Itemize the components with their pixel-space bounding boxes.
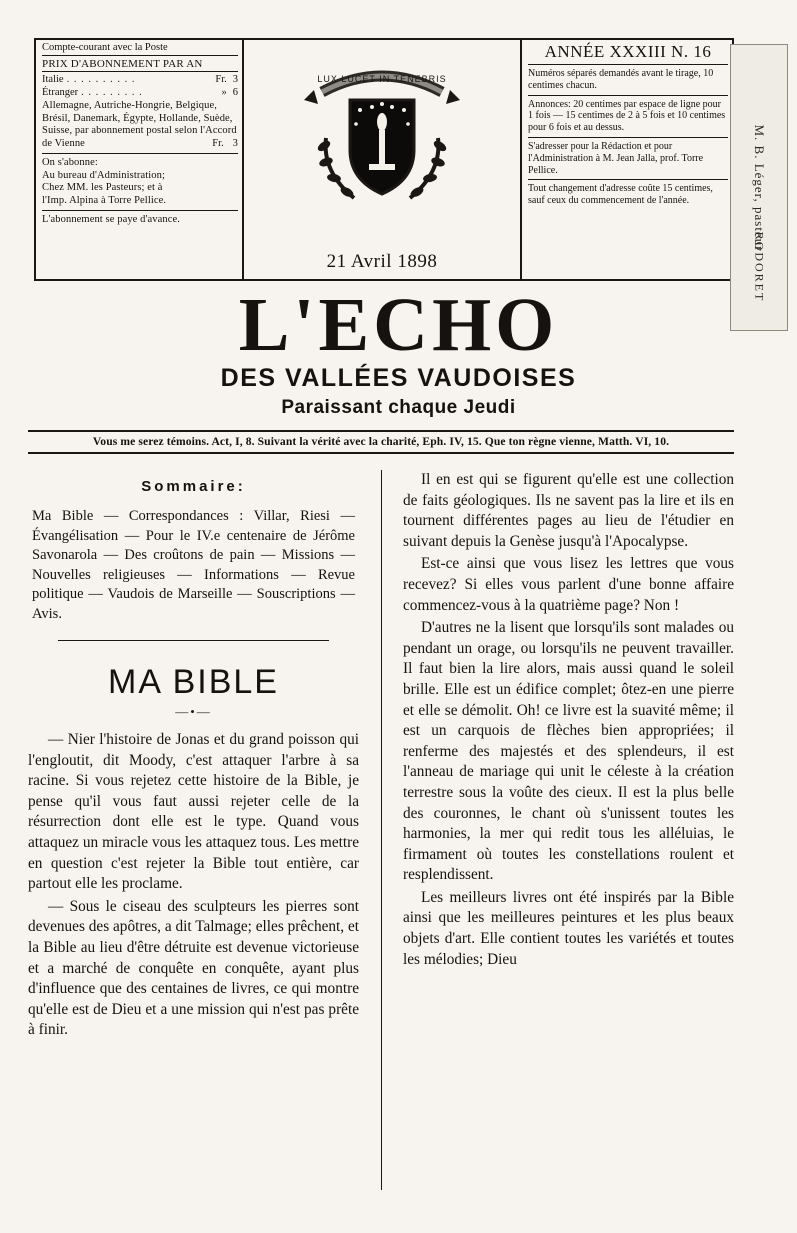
issue-number: ANNÉE XXXIII N. 16 [528, 42, 728, 65]
column-right [389, 470, 734, 1190]
body-columns [28, 470, 734, 1190]
scripture-banner: Vous me serez témoins. Act, I, 8. Suivant la vérité avec la charité, Eph. IV, 15. Que ton règne vienne, Matth. VI, 10. [28, 430, 734, 454]
price-row-italy-label: Italie [42, 74, 64, 85]
article-paragraph: Il en est qui se figurent qu'elle est une collection de faits géologiques. Ils ne savent pas la lire et ils en tournent différentes pages au lieu de l'étudier en suivant depuis la Genèse jusqu'à l'Apocalypse. [403, 471, 734, 550]
masthead-subscription-box [36, 40, 244, 279]
masthead [34, 38, 734, 281]
waldensian-emblem [292, 46, 472, 222]
notice-editorial-address: S'adresser pour la Rédaction et pour l'Administration à M. Jean Jalla, prof. Torre Pellice. [528, 138, 728, 180]
divider-rule [42, 153, 238, 154]
notice-separate-issues: Numéros séparés demandés avant le tirage, 10 centimes chacun. [528, 65, 728, 96]
subscribe-line-1: Au bureau d'Administration; [42, 169, 165, 181]
price-row-foreign-leader: . . . . . . . . . [81, 86, 143, 98]
article-paragraph: Les meilleurs livres ont été inspirés par la Bible ainsi que les meilleures peintures et les plus beaux objets d'art. Elle contient toutes les variétés et toutes les mélodies; Dieu [403, 888, 734, 968]
newspaper-title: L'ECHO [238, 283, 559, 367]
column-divider [373, 470, 389, 1190]
article-paragraph: — Sous le ciseau des sculpteurs les pierres sont devenues des apôtres, a dit Talmage; elles prêchent, et la Bible au lieu d'être détruite est devenue victorieuse et a marché de conquête en conquête, ayant plus d'influence que des centaines de livres, ce qui montre qu'elle est de Dieu et a une mission qui n'est pas prête à finir. [28, 897, 359, 1039]
foreign-countries-text: Allemagne, Autriche-Hongrie, Belgique, Brésil, Danemark, Égypte, Hollande, Suède, Suisse, par abonnement postal selon l'Accord de Vienne [42, 100, 237, 149]
notice-address-change: Tout changement d'adresse coûte 15 centimes, sauf ceux du commencement de l'année. [528, 183, 713, 207]
price-row-foreign-currency: » [221, 86, 227, 98]
ornament-divider-icon: —•— [175, 704, 212, 719]
foreign-value: 3 [232, 137, 238, 149]
price-row-foreign-value: 6 [232, 86, 238, 98]
issue-date: 21 Avril 1898 [326, 251, 438, 272]
article-title: MA BIBLE [108, 663, 279, 701]
price-row-italy-value: 3 [232, 74, 238, 85]
divider-rule-2 [42, 210, 238, 211]
price-row-italy-leader: . . . . . . . . . . [66, 74, 136, 85]
article-paragraph: Est-ce ainsi que vous lisez les lettres que vous recevez? Si elles vous parlent d'une bonne affaire commencez-vous à la quatrième page? Non ! [403, 555, 734, 614]
postal-account-note: Compte-courant avec la Poste [42, 42, 238, 56]
summary-heading: Sommaire: [141, 478, 246, 495]
subscribe-header: On s'abonne: [42, 157, 98, 169]
prepayment-note: L'abonnement se paye d'avance. [42, 214, 180, 226]
article-paragraph: — Nier l'histoire de Jonas et du grand poisson qui l'engloutit, dit Moody, c'est attaquer l'arbre à sa racine. Si vous rejetez cette histoire de la Bible, je pense qu'il vous faut aussi rejeter celle de la résurrection dont elle est le type. Quand vous attaquez un miracle vous les attaquez tous. Les mettre en question c'est rejeter la Bible tout entière, car partout elle les proclame. [28, 731, 359, 893]
summary-text: Ma Bible — Correspondances : Villar, Riesi — Évangélisation — Pour le IV.e centenaire de Jérôme Savonarola — Des croûtons de pain — Missions — Nouvelles religieuses — Informations — Revue politique — Vaudois de Marseille — Souscriptions — Avis. [32, 508, 355, 622]
subscribe-line-3: l'Imp. Alpina à Torre Pellice. [42, 194, 167, 206]
masthead-emblem-area [244, 40, 520, 279]
foreign-countries-note [42, 100, 238, 150]
newspaper-subtitle: DES VALLÉES VAUDOISES [220, 364, 577, 392]
notice-advertising-rates: Annonces: 20 centimes par espace de ligne pour 1 fois — 15 centimes de 2 à 5 fois et 10 centimes pour 6 fois et au dessus. [528, 96, 728, 138]
price-row-foreign-label: Étranger [42, 86, 79, 98]
subscriber-name: M. B. Léger, pasteur [752, 123, 767, 252]
price-row-italy-currency: Fr. [215, 74, 227, 85]
summary-divider [58, 640, 329, 641]
publication-frequency: Paraissant chaque Jeudi [281, 397, 516, 418]
subscriber-place: RODORET [752, 231, 767, 303]
masthead-notices-box [520, 40, 732, 279]
subscription-price-header: PRIX D'ABONNEMENT PAR AN [42, 58, 238, 72]
price-row-foreign [42, 87, 238, 100]
foreign-currency: Fr. [212, 137, 224, 149]
subscribe-line-2: Chez MM. les Pasteurs; et à [42, 182, 163, 194]
column-left [28, 470, 373, 1190]
title-block [0, 283, 797, 419]
article-paragraph: D'autres ne la lisent que lorsqu'ils sont malades ou pendant un orage, ou lorsqu'ils ne peuvent travailler. Il faut bien la lire alors, mais aussi quand le soleil brille. Elle est un édifice complet; ôtez-en une pierre et elle se démolit. Oh! ce livre est la suavité même; il est un carquois de flèches bien appropriées; il renferme des majestés et des splendeurs, il est l'anneau de mariage qui unit le céleste à la création terrestre sous la voûte des cieux. Il est la plus belle des couronnes, le chant où s'unissent toutes les harmonies, la mer qui redit tous les alléluias, le firmament où toutes les constellations roulent et resplendissent. [403, 619, 734, 884]
svg-text:LUX LUCET IN TENEBRIS: LUX LUCET IN TENEBRIS [317, 74, 447, 84]
price-row-italy [42, 74, 238, 87]
